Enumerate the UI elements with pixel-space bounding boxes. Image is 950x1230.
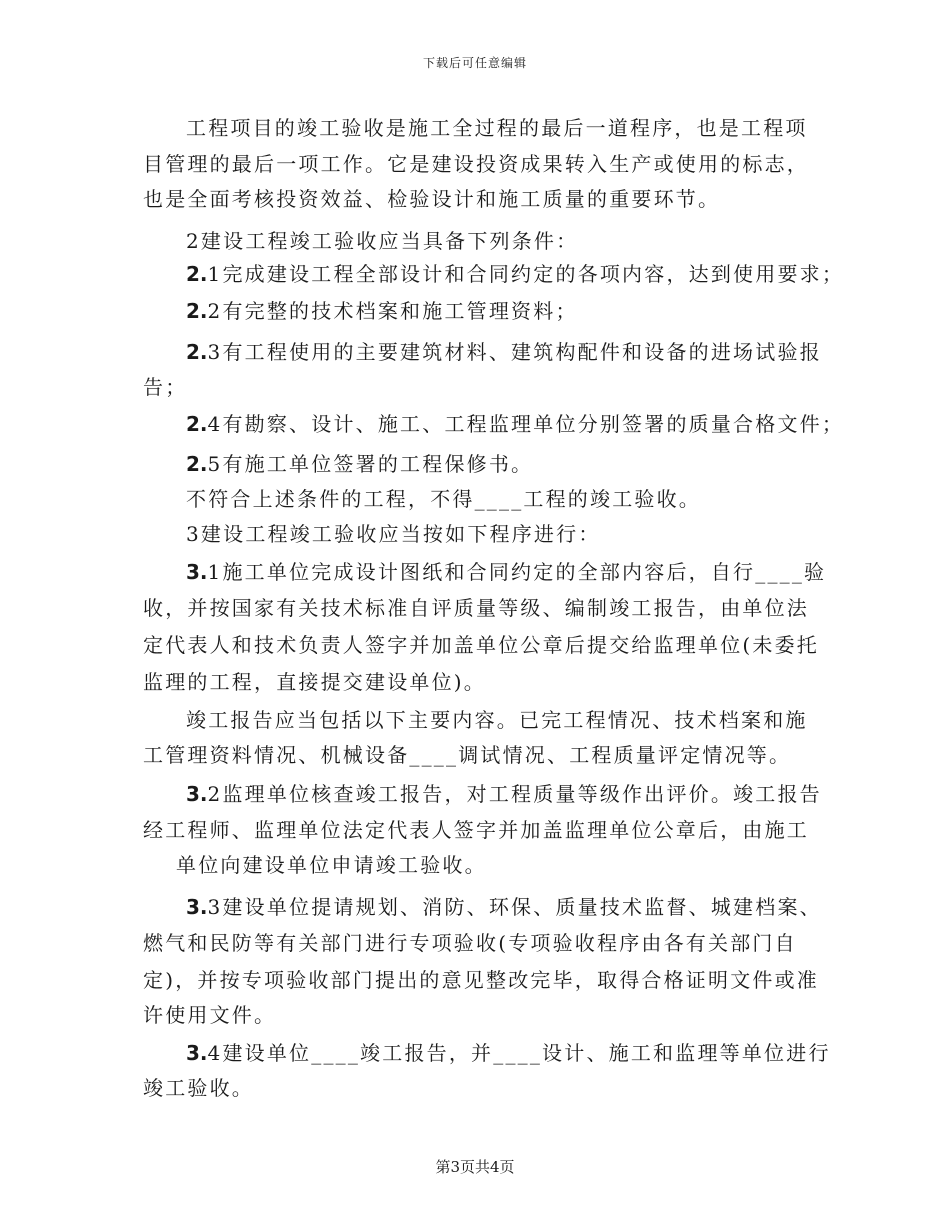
line-text: 2监理单位核查竣工报告，对工程质量等级作出评价。竣工报告: [207, 782, 822, 806]
line-text: 3建设单位提请规划、消防、环保、质量技术监督、城建档案、: [207, 895, 822, 919]
line-text: 监理的工程，直接提交建设单位)。: [143, 670, 487, 694]
line-text: 竣工报告应当包括以下主要内容。已完工程情况、技术档案和施: [186, 708, 808, 732]
text-line: [143, 968, 819, 992]
line-text: 许使用文件。: [143, 1003, 277, 1027]
text-line: [143, 633, 819, 657]
line-text: 1完成建设工程全部设计和合同约定的各项内容，达到使用要求；: [207, 262, 845, 286]
text-line: [176, 853, 487, 877]
text-line: [186, 299, 578, 323]
section-number: 2.: [186, 299, 208, 323]
text-line: [186, 560, 826, 584]
text-line: [186, 452, 533, 476]
text-line: [186, 522, 601, 546]
line-text: 不符合上述条件的工程，不得____工程的竣工验收。: [186, 487, 701, 511]
section-number: 2.: [186, 340, 208, 364]
line-text: 2有完整的技术档案和施工管理资料；: [207, 299, 578, 323]
line-text: 工管理资料情况、机械设备____调试情况、工程质量评定情况等。: [143, 743, 792, 767]
line-text: 5有施工单位签署的工程保修书。: [207, 452, 534, 476]
page-header: 下载后可任意编辑: [422, 56, 527, 70]
line-text: 目管理的最后一项工作。它是建设投资成果转入生产或使用的标志，: [143, 152, 809, 176]
text-line: [186, 340, 822, 364]
line-text: 经工程师、监理单位法定代表人签字并加盖监理单位公章后，由施工: [143, 818, 809, 842]
page-footer: 第3页共4页: [435, 1158, 515, 1176]
line-text: 工程项目的竣工验收是施工全过程的最后一道程序，也是工程项: [186, 116, 808, 140]
section-number: 3.: [186, 560, 208, 584]
line-text: 1施工单位完成设计图纸和合同约定的全部内容后，自行____验: [207, 560, 827, 584]
text-line: [186, 487, 701, 511]
line-text: 竣工验收。: [143, 1076, 254, 1100]
line-text: 燃气和民防等有关部门进行专项验收(专项验收程序由各有关部门自: [143, 931, 797, 955]
line-text: 收，并按国家有关技术标准自评质量等级、编制竣工报告，由单位法: [143, 596, 809, 620]
line-text: 告；: [143, 375, 188, 399]
line-text: 定)，并按专项验收部门提出的意见整改完毕，取得合格证明文件或准: [143, 968, 820, 992]
text-line: [186, 229, 578, 253]
text-line: [143, 596, 809, 620]
text-line: [143, 670, 486, 694]
line-text: 定代表人和技术负责人签字并加盖单位公章后提交给监理单位(未委托: [143, 633, 820, 657]
text-line: [143, 375, 187, 399]
section-number: 2.: [186, 452, 208, 476]
text-line: [143, 743, 791, 767]
text-line: [186, 116, 808, 140]
text-line: [143, 1076, 254, 1100]
line-text: 单位向建设单位申请竣工验收。: [176, 853, 487, 877]
line-text: 3有工程使用的主要建筑材料、建筑构配件和设备的进场试验报: [207, 340, 822, 364]
text-line: [186, 782, 822, 806]
line-text: 4建设单位____竣工报告，并____设计、施工和监理等单位进行: [207, 1041, 831, 1065]
text-line: [143, 818, 809, 842]
text-line: [186, 1041, 831, 1065]
text-line: [143, 152, 809, 176]
line-text: 4有勘察、设计、施工、工程监理单位分别签署的质量合格文件；: [207, 412, 845, 436]
text-line: [143, 1003, 276, 1027]
line-text: 也是全面考核投资效益、检验设计和施工质量的重要环节。: [143, 187, 721, 211]
text-line: [143, 187, 720, 211]
line-text: 3建设工程竣工验收应当按如下程序进行：: [186, 522, 601, 546]
text-line: [186, 412, 844, 436]
line-text: 2建设工程竣工验收应当具备下列条件：: [186, 229, 579, 253]
section-number: 2.: [186, 412, 208, 436]
text-line: [143, 931, 797, 955]
section-number: 3.: [186, 895, 208, 919]
section-number: 2.: [186, 262, 208, 286]
text-line: [186, 708, 808, 732]
section-number: 3.: [186, 1041, 208, 1065]
section-number: 3.: [186, 782, 208, 806]
text-line: [186, 262, 844, 286]
text-line: [186, 895, 822, 919]
